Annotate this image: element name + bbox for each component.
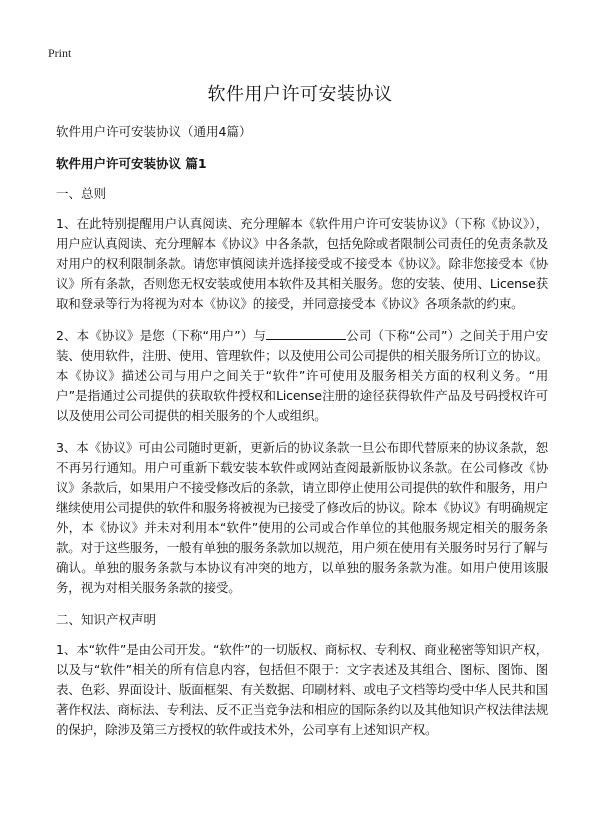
print-link[interactable]: Print [48, 46, 72, 60]
document-subtitle: 软件用户许可安装协议（通用4篇） [56, 124, 252, 139]
paragraph-4: 1、本“软件”是由公司开发。“软件”的一切版权、商标权、专利权、商业秘密等知识产权，以及与“软件”相关的所有信息内容，包括但不限于：文字表述及其组合、图标、图饰、图表、色彩、界面设计、版面框架、有关数据、印刷材料、或电子文档等均受中华人民共和国著作权法、商标法、专利法、反不正当竞争法和相应的国际条约以及其他知识产权法律法规的保护，除涉及第三方授权的软件或技术外，公司享有上述知识产权。 [56, 642, 549, 737]
paragraph-3: 3、本《协议》可由公司随时更新，更新后的协议条款一旦公布即代替原来的协议条款，恕不再另行通知。用户可重新下载安装本软件或网站查阅最新版协议条款。在公司修改《协议》条款后，如果用户不接受修改后的条款，请立即停止使用公司提供的软件和服务，用户继续使用公司提供的软件和服务将被视为已接受了修改后的协议。除本《协议》有明确规定外，本《协议》并未对利用本“软件”使用的公司或合作单位的其他服务规定相关的服务条款。对于这些服务，一般有单独的服务条款加以规范，用户须在使用有关服务时另行了解与确认。单独的服务条款与本协议有冲突的地方，以单独的服务条款为准。如用户使用该服务，视为对相关服务条款的接受。 [56, 440, 549, 595]
paragraph-2-start: 2、本《协议》是您（下称“用户”）与 [56, 328, 267, 343]
heading-general: 一、总则 [56, 186, 107, 201]
paragraph-1: 1、在此特别提醒用户认真阅读、充分理解本《软件用户许可安装协议》（下称《协议》），用户应认真阅读、充分理解本《协议》中各条款，包括免除或者限制公司责任的免责条款及对用户的权利限制条款。请您审慎阅读并选择接受或不接受本《协议》。除非您接受本《协议》所有条款，否则您无权安装或使用本软件及其相关服务。您的安装、使用、License获取和登录等行为将视为对本《协议》的接受，并同意接受本《协议》各项条款的约束。 [56, 216, 549, 311]
section-heading: 软件用户许可安装协议 篇1 [56, 156, 207, 171]
document-body [56, 122, 548, 752]
heading-ip: 二、知识产权声明 [56, 612, 157, 627]
blank-line [266, 327, 346, 340]
paragraph-2-rest: 公司（下称“公司”）之间关于用户安装、使用软件，注册、使用、管理软件；以及使用公司公司提供的相关服务所订立的协议。本《协议》描述公司与用户之间关于“软件”许可使用及服务相关方面的权利义务。“用户”是指通过公司提供的获取软件授权和License注册的途径获得软件产品及号码授权许可以及使用公司公司提供的相关服务的个人或组织。 [56, 328, 549, 423]
page-title: 软件用户许可安装协议 [207, 84, 393, 105]
paragraph-2 [56, 326, 548, 426]
